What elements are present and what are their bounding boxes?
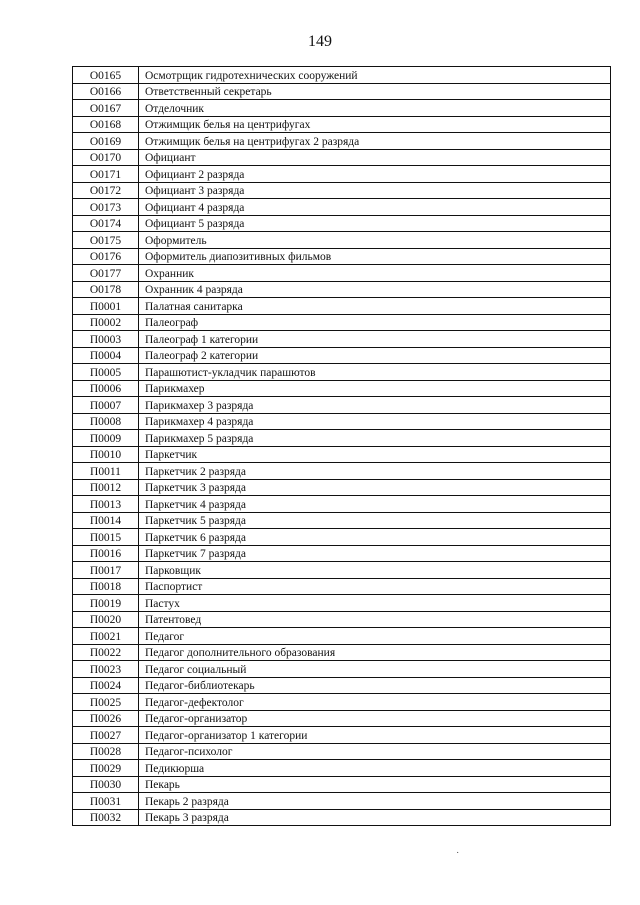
table-row xyxy=(73,116,611,133)
occupation-code: П0030 xyxy=(73,776,139,793)
table-row xyxy=(73,677,611,694)
occupation-name: Парикмахер xyxy=(139,380,611,397)
occupation-name: Осмотрщик гидротехнических сооружений xyxy=(139,67,611,84)
table-row xyxy=(73,314,611,331)
table-row xyxy=(73,397,611,414)
occupation-code: П0016 xyxy=(73,545,139,562)
table-row xyxy=(73,430,611,447)
occupation-code: П0026 xyxy=(73,710,139,727)
table-row xyxy=(73,133,611,150)
occupation-name: Парикмахер 5 разряда xyxy=(139,430,611,447)
table-row xyxy=(73,199,611,216)
occupation-name: Парковщик xyxy=(139,562,611,579)
table-row xyxy=(73,512,611,529)
occupation-name: Педагог социальный xyxy=(139,661,611,678)
occupation-codes-table xyxy=(72,66,611,826)
occupation-code: П0008 xyxy=(73,413,139,430)
table-row xyxy=(73,578,611,595)
occupation-code: П0005 xyxy=(73,364,139,381)
occupation-name: Пастух xyxy=(139,595,611,612)
table-row xyxy=(73,661,611,678)
table-row xyxy=(73,83,611,100)
table-row xyxy=(73,281,611,298)
occupation-code: П0024 xyxy=(73,677,139,694)
table-row xyxy=(73,182,611,199)
table-row xyxy=(73,331,611,348)
occupation-code: О0175 xyxy=(73,232,139,249)
occupation-code: О0171 xyxy=(73,166,139,183)
table-row xyxy=(73,232,611,249)
occupation-code: П0017 xyxy=(73,562,139,579)
occupation-code: П0007 xyxy=(73,397,139,414)
occupation-code: О0172 xyxy=(73,182,139,199)
occupation-name: Паркетчик 5 разряда xyxy=(139,512,611,529)
occupation-code: О0168 xyxy=(73,116,139,133)
occupation-name: Педагог-библиотекарь xyxy=(139,677,611,694)
occupation-name: Педагог-организатор xyxy=(139,710,611,727)
occupation-code: О0169 xyxy=(73,133,139,150)
occupation-name: Парикмахер 3 разряда xyxy=(139,397,611,414)
occupation-name: Отжимщик белья на центрифугах 2 разряда xyxy=(139,133,611,150)
occupation-code: П0009 xyxy=(73,430,139,447)
occupation-name: Пекарь 2 разряда xyxy=(139,793,611,810)
table-row xyxy=(73,776,611,793)
occupation-code: О0176 xyxy=(73,248,139,265)
occupation-name: Охранник 4 разряда xyxy=(139,281,611,298)
occupation-code: П0003 xyxy=(73,331,139,348)
table-row xyxy=(73,710,611,727)
table-row xyxy=(73,760,611,777)
occupation-code: П0011 xyxy=(73,463,139,480)
table-row xyxy=(73,463,611,480)
occupation-code: О0167 xyxy=(73,100,139,117)
occupation-name: Палеограф xyxy=(139,314,611,331)
table-row xyxy=(73,380,611,397)
occupation-code: П0023 xyxy=(73,661,139,678)
occupation-name: Отделочник xyxy=(139,100,611,117)
occupation-name: Паркетчик 2 разряда xyxy=(139,463,611,480)
occupation-code: П0028 xyxy=(73,743,139,760)
scan-mark: ˙ xyxy=(456,851,460,862)
occupation-name: Официант 3 разряда xyxy=(139,182,611,199)
table-row xyxy=(73,611,611,628)
table-row xyxy=(73,595,611,612)
occupation-code: П0019 xyxy=(73,595,139,612)
table-row xyxy=(73,67,611,84)
occupation-code: П0014 xyxy=(73,512,139,529)
table-row xyxy=(73,149,611,166)
occupation-code: О0166 xyxy=(73,83,139,100)
page-number: 149 xyxy=(308,33,332,50)
occupation-code: О0174 xyxy=(73,215,139,232)
occupation-code: О0173 xyxy=(73,199,139,216)
occupation-name: Паркетчик xyxy=(139,446,611,463)
table-row xyxy=(73,347,611,364)
occupation-code: О0170 xyxy=(73,149,139,166)
occupation-name: Официант 4 разряда xyxy=(139,199,611,216)
occupation-code: П0004 xyxy=(73,347,139,364)
occupation-code: П0006 xyxy=(73,380,139,397)
occupation-name: Пекарь xyxy=(139,776,611,793)
occupation-name: Пекарь 3 разряда xyxy=(139,809,611,826)
occupation-name: Ответственный секретарь xyxy=(139,83,611,100)
occupation-name: Охранник xyxy=(139,265,611,282)
occupation-name: Отжимщик белья на центрифугах xyxy=(139,116,611,133)
table-row xyxy=(73,545,611,562)
table-row xyxy=(73,562,611,579)
occupation-name: Оформитель диапозитивных фильмов xyxy=(139,248,611,265)
table-row xyxy=(73,479,611,496)
occupation-name: Педагог-психолог xyxy=(139,743,611,760)
table-row xyxy=(73,265,611,282)
table-row xyxy=(73,215,611,232)
occupation-code: П0022 xyxy=(73,644,139,661)
occupation-name: Палатная санитарка xyxy=(139,298,611,315)
table-row xyxy=(73,727,611,744)
occupation-name: Патентовед xyxy=(139,611,611,628)
table-body xyxy=(73,67,611,826)
table-row xyxy=(73,529,611,546)
occupation-name: Палеограф 1 категории xyxy=(139,331,611,348)
occupation-code: П0002 xyxy=(73,314,139,331)
occupation-code: П0018 xyxy=(73,578,139,595)
occupation-name: Паркетчик 7 разряда xyxy=(139,545,611,562)
occupation-name: Паспортист xyxy=(139,578,611,595)
occupation-name: Официант 5 разряда xyxy=(139,215,611,232)
occupation-name: Педикюрша xyxy=(139,760,611,777)
table-row xyxy=(73,644,611,661)
occupation-name: Паркетчик 6 разряда xyxy=(139,529,611,546)
occupation-code: О0165 xyxy=(73,67,139,84)
occupation-code: П0013 xyxy=(73,496,139,513)
occupation-name: Палеограф 2 категории xyxy=(139,347,611,364)
table-row xyxy=(73,100,611,117)
occupation-name: Парашютист-укладчик парашютов xyxy=(139,364,611,381)
occupation-code: П0032 xyxy=(73,809,139,826)
occupation-code: П0001 xyxy=(73,298,139,315)
occupation-code: П0010 xyxy=(73,446,139,463)
table-row xyxy=(73,364,611,381)
occupation-name: Парикмахер 4 разряда xyxy=(139,413,611,430)
table-row xyxy=(73,793,611,810)
occupation-code: П0025 xyxy=(73,694,139,711)
table-row xyxy=(73,809,611,826)
table-row xyxy=(73,166,611,183)
table-row xyxy=(73,248,611,265)
table-row xyxy=(73,743,611,760)
occupation-code: П0015 xyxy=(73,529,139,546)
occupation-code: П0027 xyxy=(73,727,139,744)
occupation-name: Официант xyxy=(139,149,611,166)
table-row xyxy=(73,298,611,315)
occupation-name: Педагог-организатор 1 категории xyxy=(139,727,611,744)
occupation-name: Педагог xyxy=(139,628,611,645)
table-row xyxy=(73,694,611,711)
occupation-name: Оформитель xyxy=(139,232,611,249)
table-row xyxy=(73,413,611,430)
occupation-code: П0020 xyxy=(73,611,139,628)
occupation-name: Паркетчик 3 разряда xyxy=(139,479,611,496)
occupation-code: О0178 xyxy=(73,281,139,298)
occupation-code: О0177 xyxy=(73,265,139,282)
table-row xyxy=(73,628,611,645)
occupation-name: Педагог дополнительного образования xyxy=(139,644,611,661)
occupation-code: П0012 xyxy=(73,479,139,496)
occupation-code: П0021 xyxy=(73,628,139,645)
occupation-code: П0031 xyxy=(73,793,139,810)
table-row xyxy=(73,446,611,463)
occupation-name: Официант 2 разряда xyxy=(139,166,611,183)
occupation-name: Паркетчик 4 разряда xyxy=(139,496,611,513)
occupation-name: Педагог-дефектолог xyxy=(139,694,611,711)
occupation-code: П0029 xyxy=(73,760,139,777)
table-row xyxy=(73,496,611,513)
